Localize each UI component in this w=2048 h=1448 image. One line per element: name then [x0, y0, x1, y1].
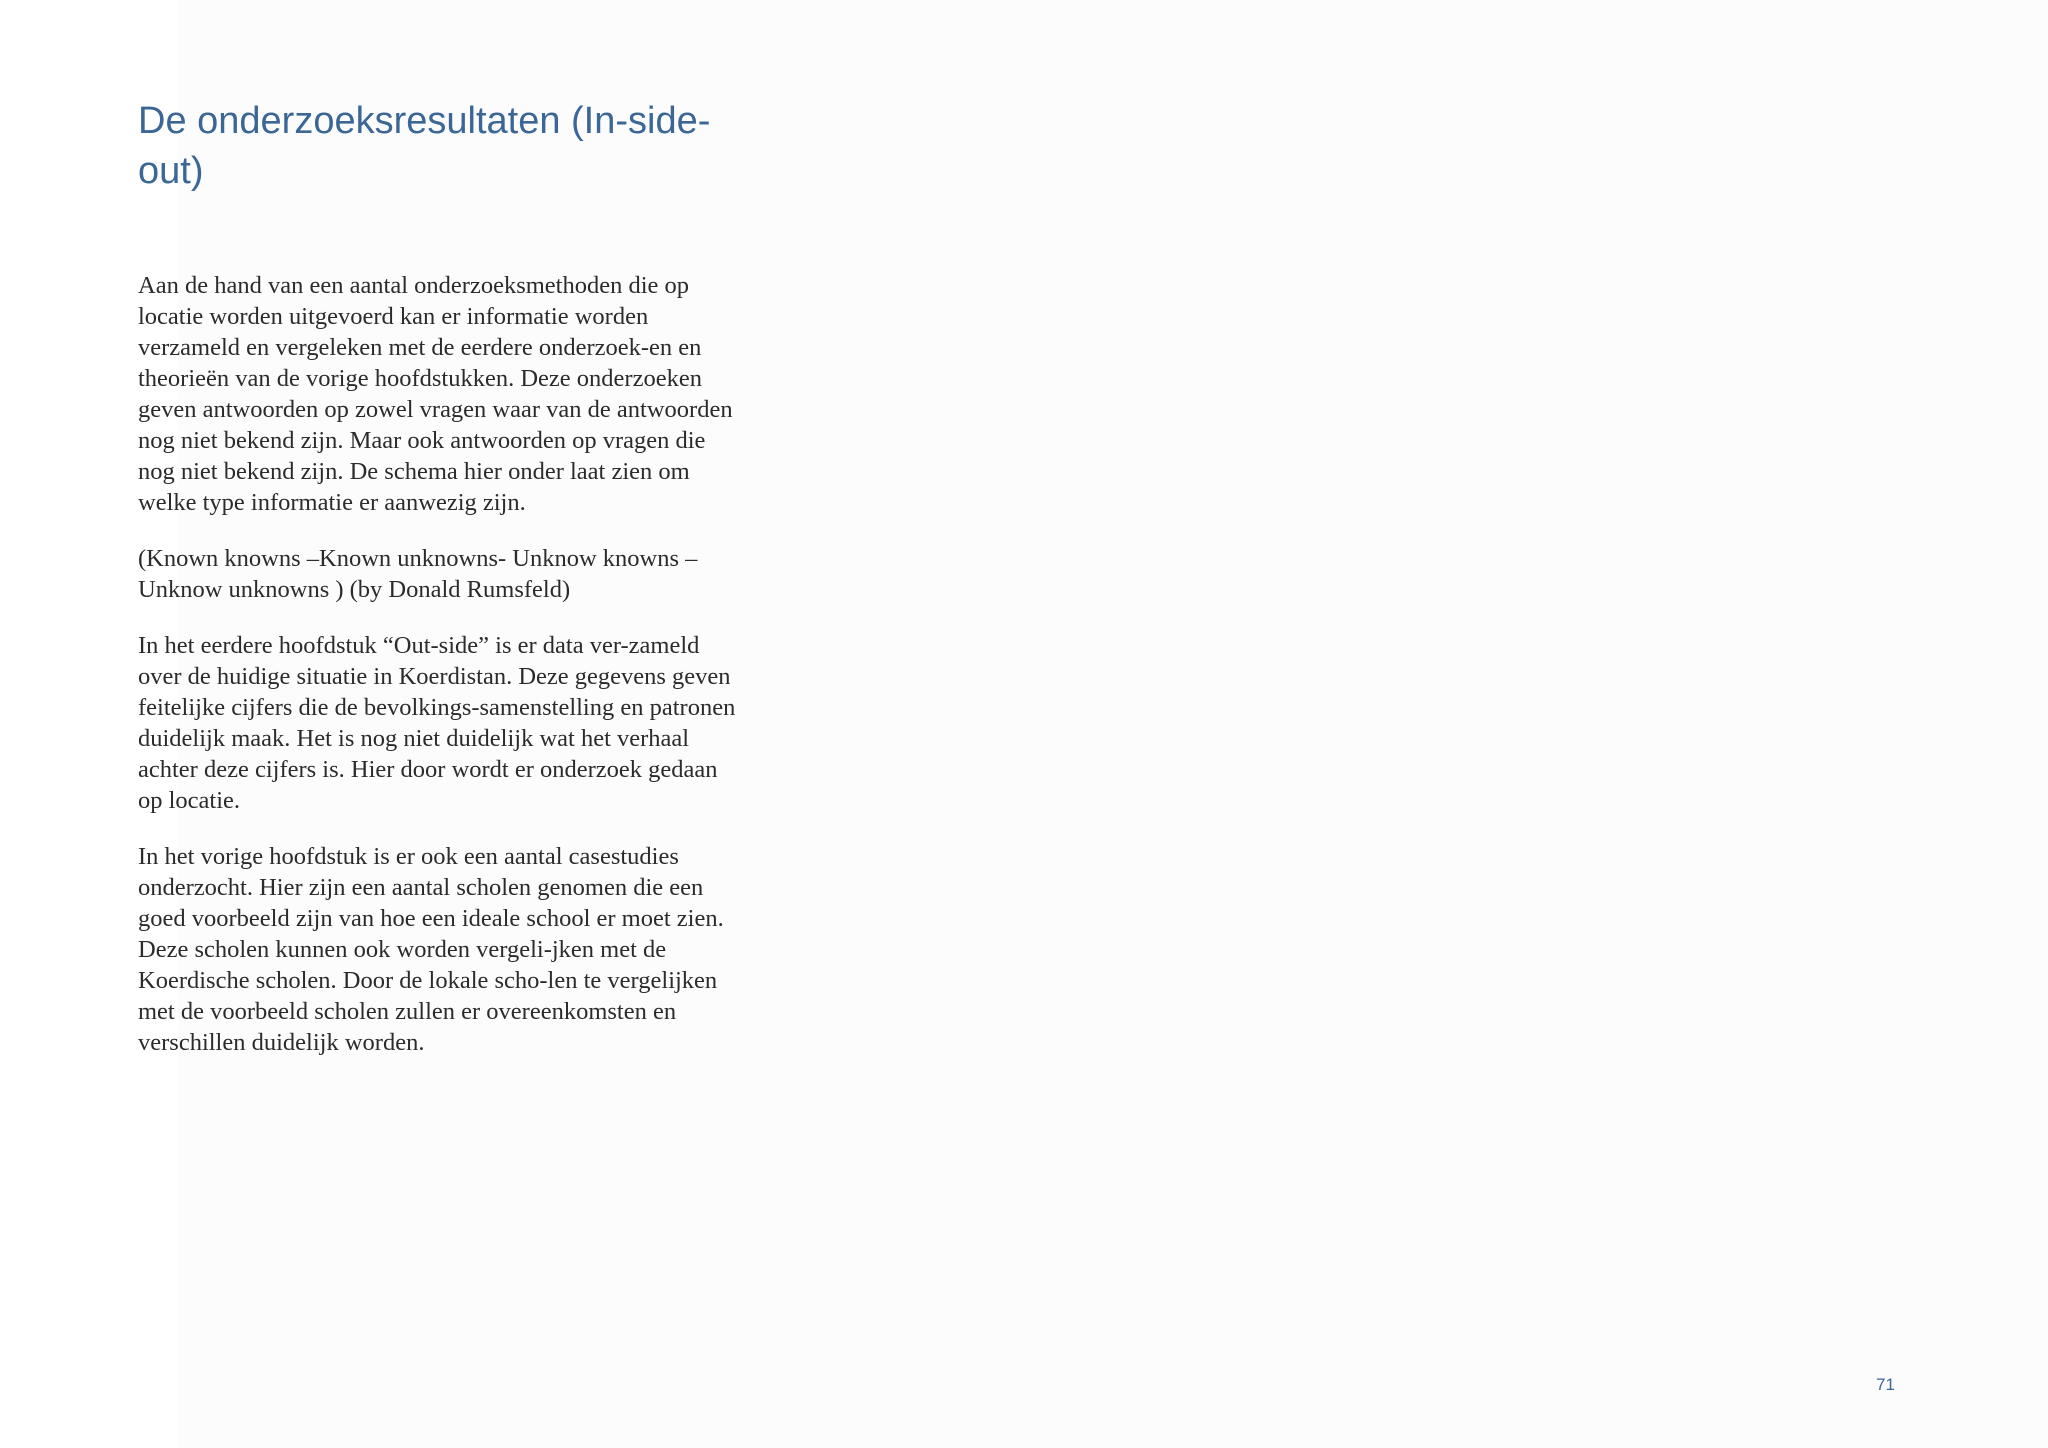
paragraph-intro: Aan de hand van een aantal onderzoeksmethoden die op locatie worden uitgevoerd kan er informatie worden verzameld en vergeleken met de eerdere onderzoek-en en theorieën van de vorige hoofdstukken. Deze onderzoeken geven antwoorden op zowel vragen waar van de antwoorden nog niet bekend zijn. Maar ook antwoorden op vragen die nog niet bekend zijn. De schema hier onder laat zien om welke type informatie er aanwezig zijn.	[138, 272, 733, 516]
section-heading: De onderzoeksresultaten (In-side-out)	[138, 100, 711, 192]
paragraph-out-side: In het eerdere hoofdstuk “Out-side” is er data ver-zameld over de huidige situatie in Koerdistan. Deze gegevens geven feitelijke cijfers die de bevolkings-samenstelling en patronen duidelijk maak. Het is nog niet duidelijk wat het verhaal achter deze cijfers is. Hier door wordt er onderzoek gedaan op locatie.	[138, 632, 736, 814]
body-text	[138, 270, 738, 1083]
paragraph-rumsfeld-quote: (Known knowns –Known unknowns- Unknow knowns – Unknow unknowns ) (by Donald Rumsfeld)	[138, 545, 698, 603]
page-number: 71	[1876, 1375, 1895, 1394]
paragraph-casestudies: In het vorige hoofdstuk is er ook een aantal casestudies onderzocht. Hier zijn een aantal scholen genomen die een goed voorbeeld zijn van hoe een ideale school er moet zien. Deze scholen kunnen ook worden vergeli-jken met de Koerdische scholen. Door de lokale scho-len te vergelijken met de voorbeeld scholen zullen er overeenkomsten en verschillen duidelijk worden.	[138, 843, 724, 1056]
